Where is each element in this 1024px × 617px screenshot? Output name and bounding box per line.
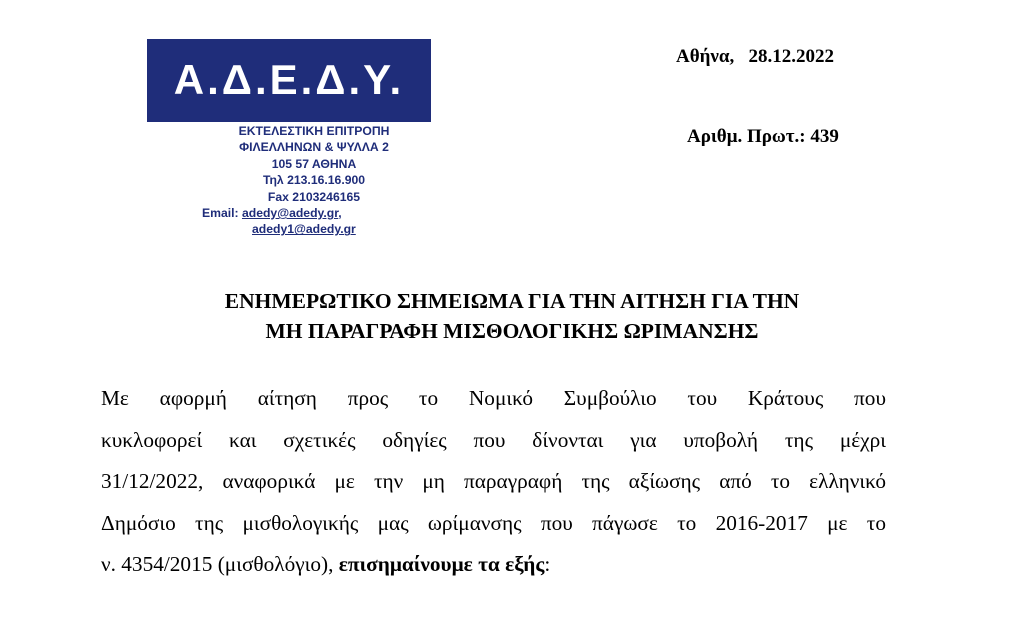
organization-contact-block <box>196 123 432 238</box>
org-line-committee: ΕΚΤΕΛΕΣΤΙΚΗ ΕΠΙΤΡΟΠΗ <box>238 124 390 138</box>
logo-text: Α.Δ.Ε.Δ.Υ. <box>173 56 405 103</box>
body-last-line-start: ν. 4354/2015 (μισθολόγιο), <box>101 552 339 576</box>
body-line: Δημόσιο της μισθολογικής μας ωρίμανσης που πάγωσε το 2016-2017 με το <box>101 510 886 535</box>
email-separator: , <box>338 206 342 221</box>
protocol-number: Αριθμ. Πρωτ.: 439 <box>687 126 839 147</box>
org-line-email-2 <box>196 221 432 237</box>
body-line: κυκλοφορεί και σχετικές οδηγίες που δίνονται για υποβολή της μέχρι <box>101 427 886 452</box>
email-link-adedy1[interactable]: adedy1@adedy.gr <box>252 222 356 237</box>
org-line-fax: Fax 2103246165 <box>267 189 361 204</box>
document-date: Αθήνα, 28.12.2022 <box>676 46 835 67</box>
email-label: Email: <box>202 206 242 221</box>
body-emphasis: επισημαίνουμε τα εξής <box>338 552 545 576</box>
org-line-phone: Τηλ 213.16.16.900 <box>262 173 366 188</box>
body-last-line <box>101 544 886 586</box>
document-title-line-1: ΕΝΗΜΕΡΩΤΙΚΟ ΣΗΜΕΙΩΜΑ ΓΙΑ ΤΗΝ ΑΙΤΗΣΗ ΓΙΑ ΤΗΝ <box>224 289 800 313</box>
adedy-logo <box>147 39 431 122</box>
document-title-line-2: ΜΗ ΠΑΡΑΓΡΑΦΗ ΜΙΣΘΟΛΟΓΙΚΗΣ ΩΡΙΜΑΝΣΗΣ <box>265 319 759 343</box>
email-link-adedy[interactable]: adedy@adedy.gr <box>241 206 339 221</box>
org-line-email <box>196 205 432 221</box>
org-line-postcode: 105 57 ΑΘΗΝΑ <box>271 156 357 171</box>
body-line: 31/12/2022, αναφορικά με την μη παραγραφή της αξίωσης από το ελληνικό <box>101 469 886 493</box>
body-line: Με αφορμή αίτηση προς το Νομικό Συμβούλιο του Κράτους που <box>101 386 886 410</box>
body-paragraph <box>101 378 886 586</box>
org-line-address: ΦΙΛΕΛΛΗΝΩΝ & ΨΥΛΛΑ 2 <box>239 140 389 155</box>
body-last-line-end: : <box>544 552 551 576</box>
